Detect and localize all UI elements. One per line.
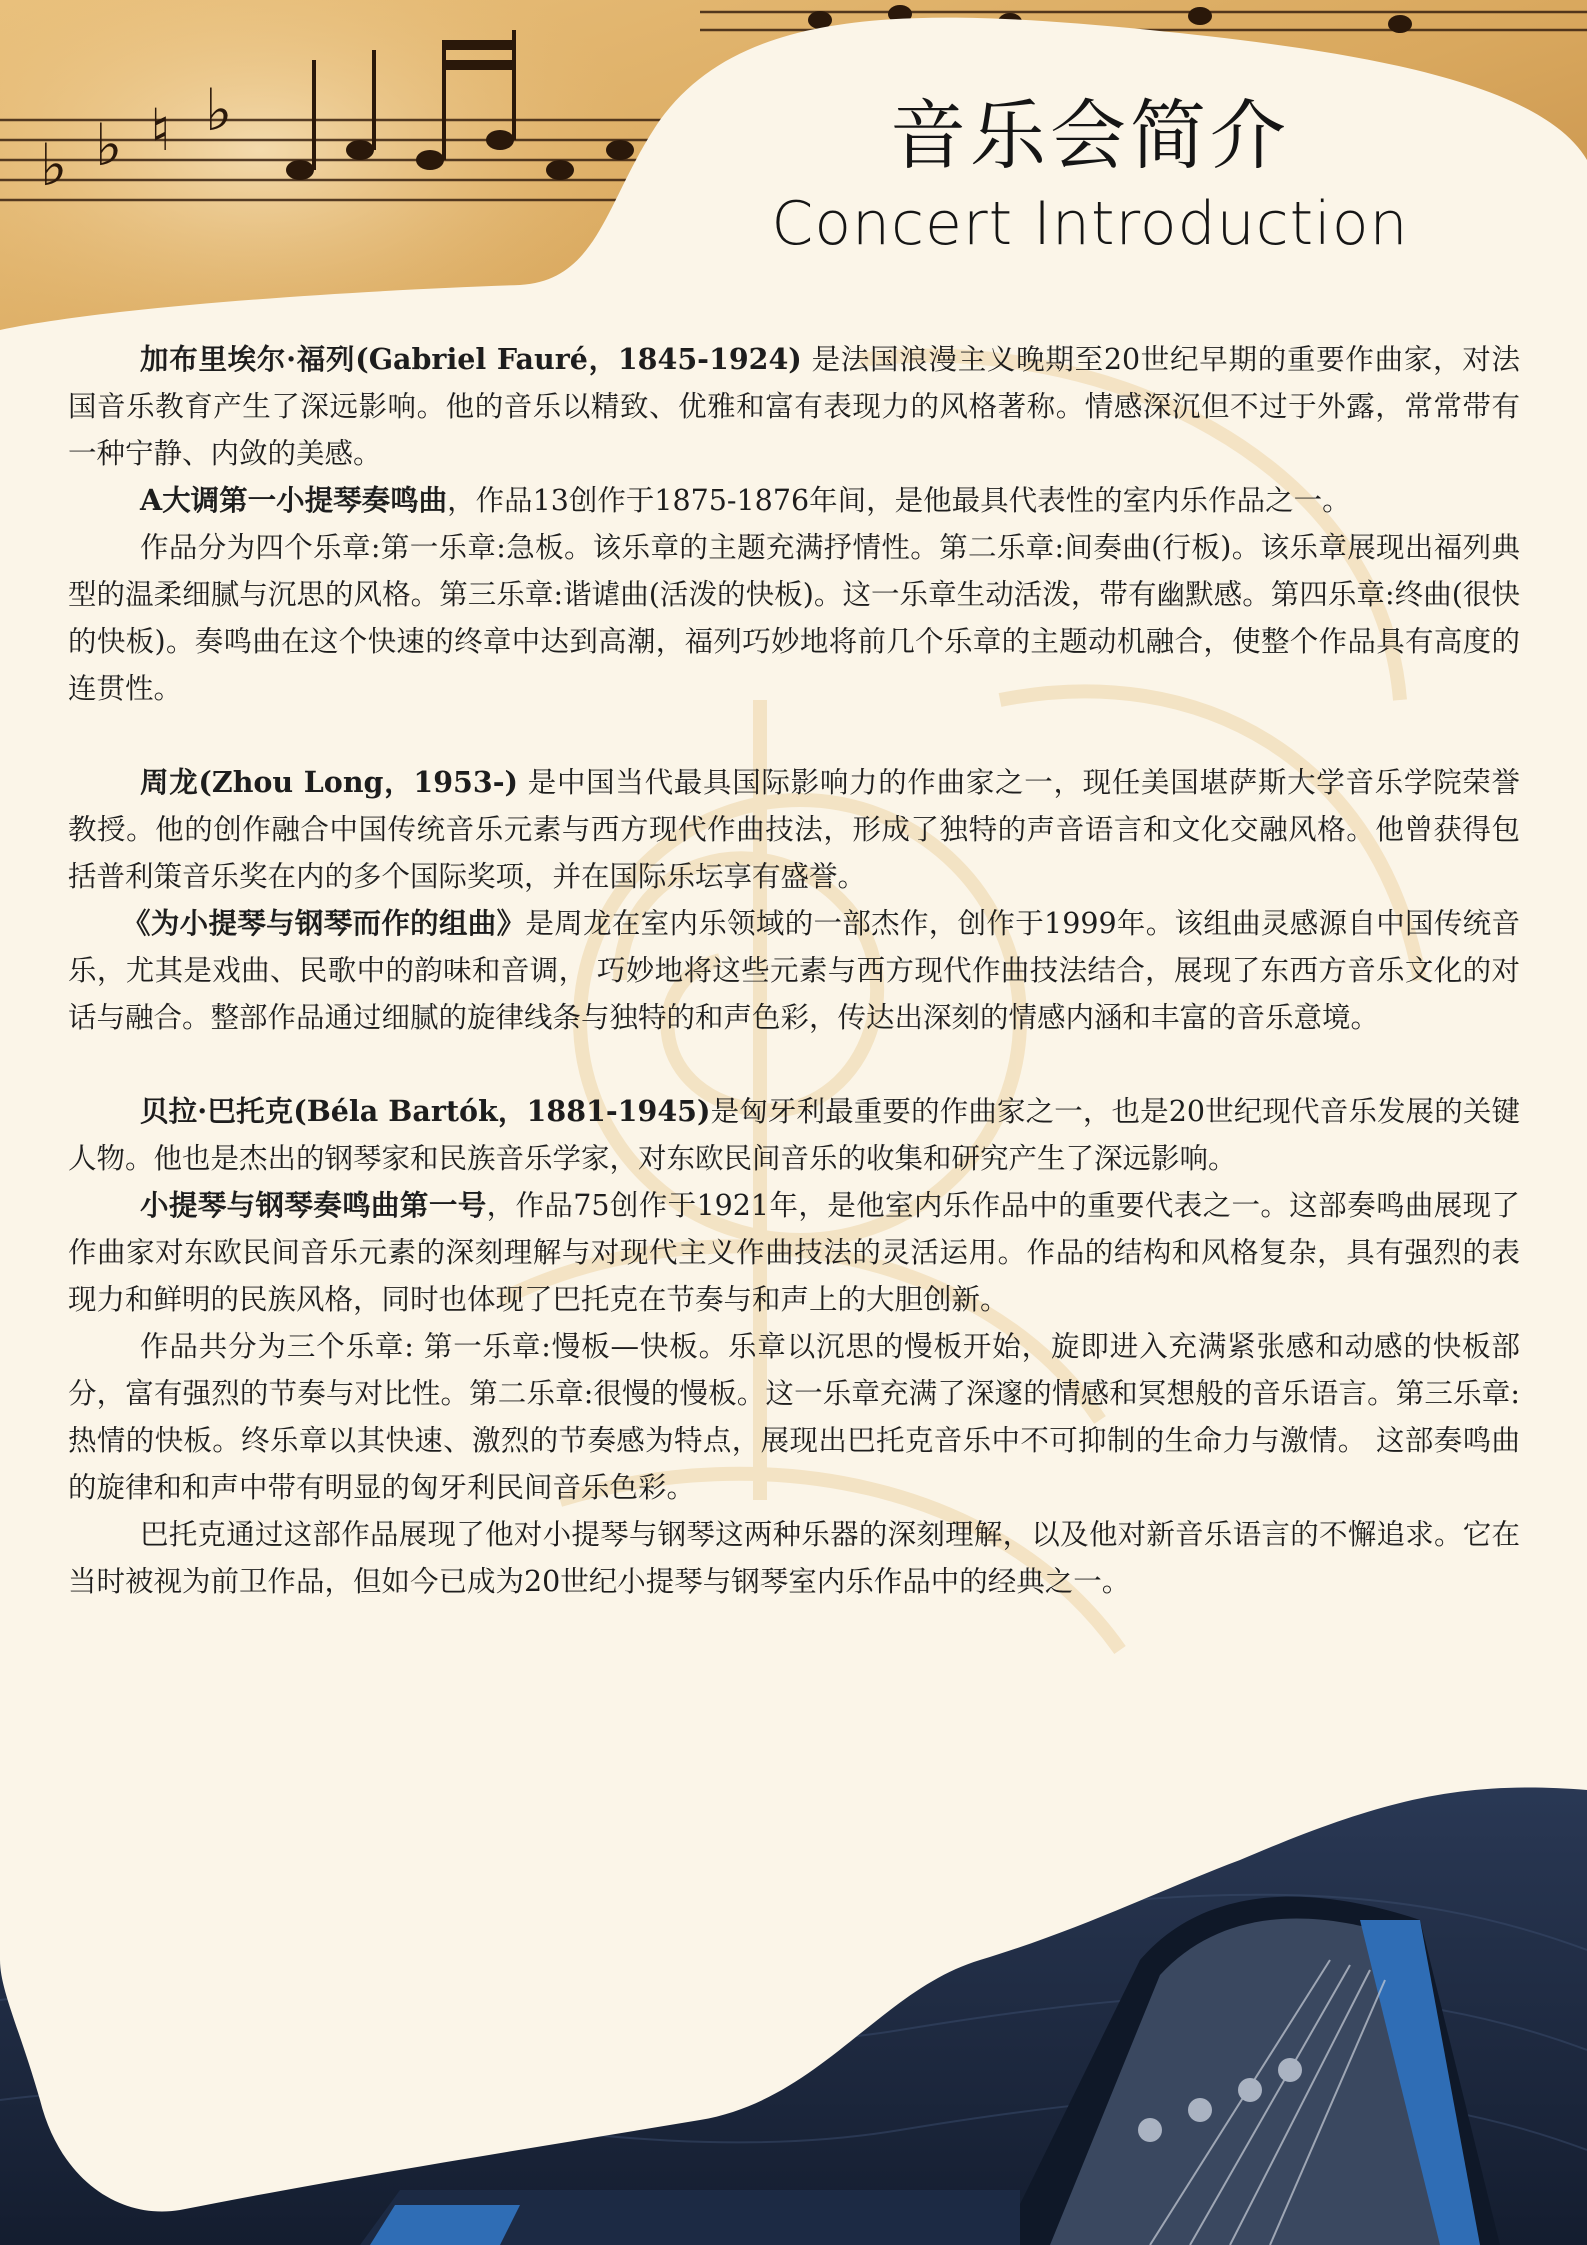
faure-work-text: ，作品13创作于1875-1876年间，是他最具代表性的室内乐作品之一。	[447, 484, 1351, 517]
bartok-movements-text: 作品共分为三个乐章: 第一乐章:慢板—快板。乐章以沉思的慢板开始，旋即进入充满紧张感和动感的快板部分，富有强烈的节奏与对比性。第二乐章:很慢的慢板。这一乐章充满了深邃的情感和冥想般的音乐语言。第三乐章:热情的快板。终乐章以其快速、激烈的节奏感为特点，展现出巴托克音乐中不可抑制的生命力与激情。 这部奏鸣曲的旋律和和声中带有明显的匈牙利民间音乐色彩。	[68, 1330, 1520, 1504]
faure-work-title: A大调第一小提琴奏鸣曲	[140, 483, 448, 517]
title-block	[700, 88, 1480, 264]
svg-text:♭: ♭	[40, 131, 68, 199]
faure-work-paragraph	[68, 477, 1520, 524]
zhoulong-work-paragraph	[68, 900, 1520, 1041]
faure-bio-paragraph	[68, 336, 1520, 477]
faure-movements-paragraph	[68, 524, 1520, 712]
section-gap	[68, 712, 1520, 759]
zhoulong-heading: 周龙(Zhou Long，1953-)	[140, 765, 519, 799]
faure-bio-text: 是法国浪漫主义晚期至20世纪早期的重要作曲家，对法国音乐教育产生了深远影响。他的音乐以精致、优雅和富有表现力的风格著称。情感深沉但不过于外露，常常带有一种宁静、内敛的美感。	[68, 343, 1520, 470]
section-gap	[68, 1041, 1520, 1088]
svg-text:♭: ♭	[205, 76, 233, 144]
bartok-bio-text: 是匈牙利最重要的作曲家之一，也是20世纪现代音乐发展的关键人物。他也是杰出的钢琴家和民族音乐学家，对东欧民间音乐的收集和研究产生了深远影响。	[68, 1095, 1520, 1175]
svg-text:♮: ♮	[150, 96, 171, 164]
svg-text:♭: ♭	[95, 111, 123, 179]
zhoulong-bio-paragraph	[68, 759, 1520, 900]
bartok-work-paragraph	[68, 1182, 1520, 1323]
bartok-summary-text: 巴托克通过这部作品展现了他对小提琴与钢琴这两种乐器的深刻理解，以及他对新音乐语言的不懈追求。它在当时被视为前卫作品，但如今已成为20世纪小提琴与钢琴室内乐作品中的经典之一。	[68, 1518, 1520, 1598]
page-subtitle: Concert Introduction	[771, 189, 1409, 259]
bartok-heading: 贝拉·巴托克(Béla Bartók，1881-1945)	[140, 1094, 711, 1128]
bartok-summary-paragraph	[68, 1511, 1520, 1605]
bartok-work-text: ，作品75创作于1921年，是他室内乐作品中的重要代表之一。这部奏鸣曲展现了作曲家对东欧民间音乐元素的深刻理解与对现代主义作曲技法的灵活运用。作品的结构和风格复杂，具有强烈的表现力和鲜明的民族风格，同时也体现了巴托克在节奏与和声上的大胆创新。	[68, 1189, 1520, 1316]
bartok-movements-paragraph	[68, 1323, 1520, 1511]
zhoulong-bio-text: 是中国当代最具国际影响力的作曲家之一，现任美国堪萨斯大学音乐学院荣誉教授。他的创作融合中国传统音乐元素与西方现代作曲技法，形成了独特的声音语言和文化交融风格。他曾获得包括普利策音乐奖在内的多个国际奖项，并在国际乐坛享有盛誉。	[68, 766, 1520, 893]
zhoulong-work-title: 《为小提琴与钢琴而作的组曲》	[122, 906, 526, 940]
page-title: 音乐会简介	[890, 91, 1290, 180]
faure-movements-text: 作品分为四个乐章:第一乐章:急板。该乐章的主题充满抒情性。第二乐章:间奏曲(行板)。该乐章展现出福列典型的温柔细腻与沉思的风格。第三乐章:谐谑曲(活泼的快板)。这一乐章生动活泼，带有幽默感。第四乐章:终曲(很快的快板)。奏鸣曲在这个快速的终章中达到高潮，福列巧妙地将前几个乐章的主题动机融合，使整个作品具有高度的连贯性。	[68, 531, 1520, 705]
faure-heading: 加布里埃尔·福列(Gabriel Fauré，1845-1924)	[140, 342, 802, 376]
bartok-work-title: 小提琴与钢琴奏鸣曲第一号	[140, 1188, 487, 1222]
zhoulong-work-text: 是周龙在室内乐领域的一部杰作，创作于1999年。该组曲灵感源自中国传统音乐，尤其是戏曲、民歌中的韵味和音调， 巧妙地将这些元素与西方现代作曲技法结合，展现了东西方音乐文化的对话与融合。整部作品通过细腻的旋律线条与独特的和声色彩，传达出深刻的情感内涵和丰富的音乐意境。	[68, 907, 1520, 1034]
concert-introduction-body	[68, 336, 1520, 1605]
bartok-bio-paragraph	[68, 1088, 1520, 1182]
